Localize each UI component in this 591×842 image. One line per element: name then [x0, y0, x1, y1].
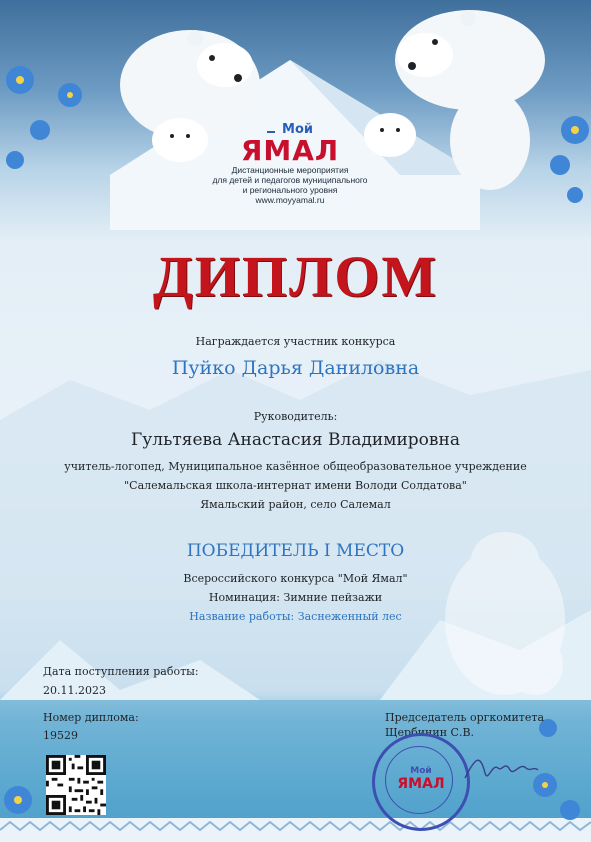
- awarded-line: Награждается участник конкурса: [195, 335, 396, 348]
- logo-subtitle-2: для детей и педагогов муниципального: [212, 175, 368, 185]
- qr-code: [46, 755, 106, 815]
- chairman-name: Щербинин С.В.: [385, 726, 475, 739]
- received-date-label: Дата поступления работы:: [43, 665, 199, 678]
- logo-subtitle-3: и регионального уровня: [242, 185, 338, 195]
- participant-name: Пуйко Дарья Даниловна: [171, 357, 420, 379]
- moy-yamal-logo: [200, 118, 380, 205]
- stamp-brand-main: ЯМАЛ: [397, 776, 445, 792]
- mentor-position: учитель-логопед, Муниципальное казённое общеобразовательное учреждение: [64, 460, 527, 473]
- logo-brand-top: Мой: [282, 122, 314, 137]
- received-date-value: 20.11.2023: [43, 684, 106, 697]
- result-place: ПОБЕДИТЕЛЬ I МЕСТО: [186, 541, 405, 561]
- nomination: Номинация: Зимние пейзажи: [208, 591, 383, 604]
- contest-name: Всероссийского конкурса "Мой Ямал": [183, 572, 408, 585]
- handwritten-signature: [460, 748, 540, 788]
- diploma-number-label: Номер диплома:: [43, 711, 139, 724]
- diploma-title: ДИПЛОМ: [152, 244, 439, 309]
- logo-badge: [267, 131, 275, 133]
- diploma-number-value: 19529: [43, 729, 78, 742]
- logo-website: www.moyyamal.ru: [255, 195, 325, 205]
- blue-flowers-top-right: [550, 116, 589, 203]
- mentor-label: Руководитель:: [253, 410, 338, 423]
- stamp-brand-top: Мой: [410, 766, 432, 776]
- chairman-role: Председатель оргкомитета: [385, 711, 545, 724]
- mentor-location: Ямальский район, село Салемал: [200, 498, 391, 511]
- logo-brand-main: ЯМАЛ: [240, 134, 340, 167]
- official-stamp: [372, 733, 470, 831]
- work-title: Название работы: Заснеженный лес: [189, 610, 402, 623]
- mentor-school: "Салемальская школа-интернат имени Володи Солдатова": [124, 479, 467, 492]
- logo-subtitle-1: Дистанционные мероприятия: [231, 165, 349, 175]
- mentor-name: Гультяева Анастасия Владимировна: [131, 430, 460, 450]
